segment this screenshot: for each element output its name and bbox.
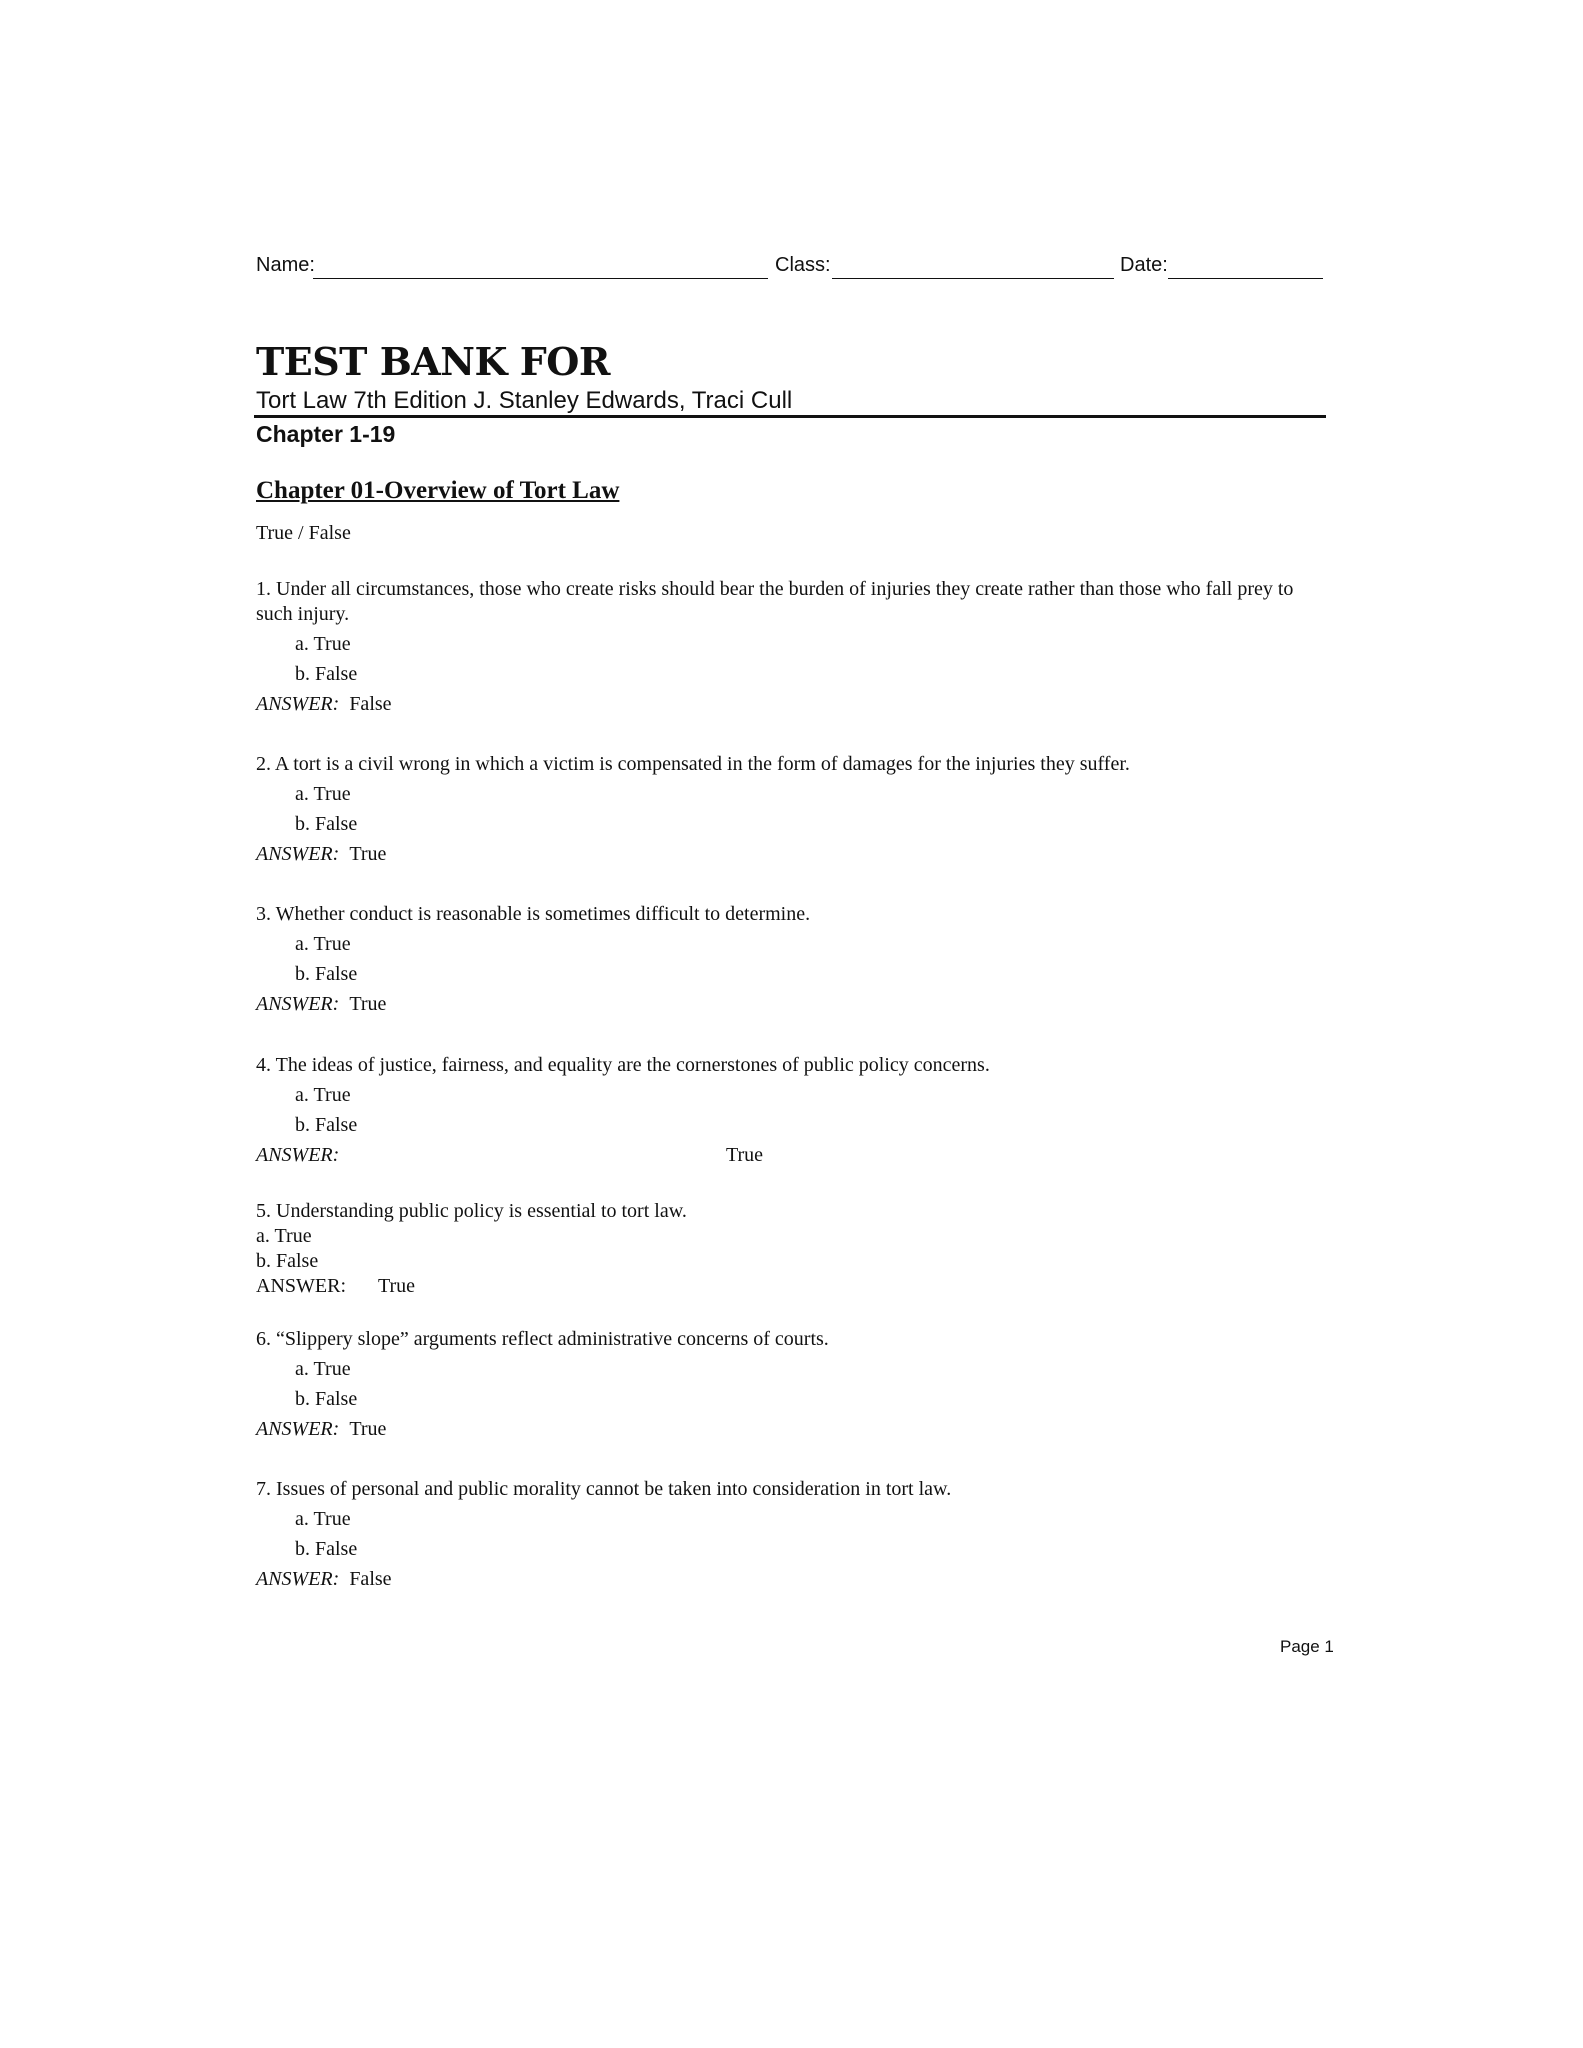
option-b: b. False	[295, 963, 358, 985]
question-stem: 5. Understanding public policy is essential to tort law.	[256, 1200, 687, 1222]
title-divider	[254, 415, 1326, 418]
option-a: a. True	[295, 783, 351, 805]
question-stem: 4. The ideas of justice, fairness, and equality are the cornerstones of public policy concerns.	[256, 1054, 990, 1076]
question-item	[256, 1053, 1326, 1168]
option-b: b. False	[295, 1114, 358, 1136]
answer-line	[256, 1567, 1326, 1592]
book-subtitle: Tort Law 7th Edition J. Stanley Edwards, Traci Cull	[256, 387, 793, 414]
answer-value: True	[349, 843, 387, 865]
answer-value: False	[349, 1568, 392, 1590]
student-info-header	[256, 252, 1326, 286]
answer-line	[256, 1417, 1326, 1442]
option-a: a. True	[295, 1358, 351, 1380]
document-title: TEST BANK FOR	[256, 339, 610, 384]
name-label: Name:	[256, 254, 315, 276]
question-item	[256, 752, 1326, 867]
question-item	[256, 1327, 1326, 1442]
question-stem: 7. Issues of personal and public morality cannot be taken into consideration in tort law.	[256, 1478, 952, 1500]
answer-label: ANSWER:	[256, 693, 340, 715]
option-b: b. False	[256, 1250, 319, 1272]
question-stem: 3. Whether conduct is reasonable is sometimes difficult to determine.	[256, 903, 811, 925]
answer-label: ANSWER:	[256, 1568, 340, 1590]
answer-label: ANSWER:	[256, 843, 340, 865]
option-a: a. True	[256, 1225, 312, 1247]
answer-line	[256, 842, 1326, 867]
date-field-line	[1168, 278, 1323, 279]
chapter-range: Chapter 1-19	[256, 421, 396, 447]
answer-value: True	[726, 1144, 764, 1166]
answer-value: True	[378, 1275, 416, 1297]
section-heading: Chapter 01-Overview of Tort Law	[256, 477, 620, 504]
option-a: a. True	[295, 1084, 351, 1106]
question-stem: 2. A tort is a civil wrong in which a victim is compensated in the form of damages for the injuries they suffer.	[256, 753, 1130, 775]
answer-line	[256, 992, 1326, 1017]
page-number: Page 1	[1280, 1637, 1334, 1656]
question-item	[256, 577, 1326, 717]
name-field-line	[313, 278, 768, 279]
answer-value: True	[349, 993, 387, 1015]
answer-label: ANSWER:	[256, 1418, 340, 1440]
question-stem: 6. “Slippery slope” arguments reflect administrative concerns of courts.	[256, 1328, 829, 1350]
option-b: b. False	[295, 1388, 358, 1410]
answer-line	[256, 1143, 1326, 1168]
question-item	[256, 902, 1326, 1017]
answer-label: ANSWER:	[256, 993, 340, 1015]
option-a: a. True	[295, 633, 351, 655]
class-field-line	[832, 278, 1114, 279]
option-b: b. False	[295, 1538, 358, 1560]
class-label: Class:	[775, 254, 831, 276]
question-item	[256, 1477, 1326, 1592]
answer-label: ANSWER:	[256, 1275, 346, 1297]
answer-label: ANSWER:	[256, 1144, 340, 1166]
option-a: a. True	[295, 1508, 351, 1530]
question-stem: 1. Under all circumstances, those who create risks should bear the burden of injuries they create rather than those who fall prey to such injury.	[256, 578, 1294, 625]
option-b: b. False	[295, 663, 358, 685]
question-type-label: True / False	[256, 522, 351, 544]
date-label: Date:	[1120, 254, 1168, 276]
question-item	[256, 1199, 1326, 1299]
option-a: a. True	[295, 933, 351, 955]
answer-value: False	[349, 693, 392, 715]
answer-value: True	[349, 1418, 387, 1440]
option-b: b. False	[295, 813, 358, 835]
answer-line	[256, 1274, 1326, 1299]
answer-line	[256, 692, 1326, 717]
